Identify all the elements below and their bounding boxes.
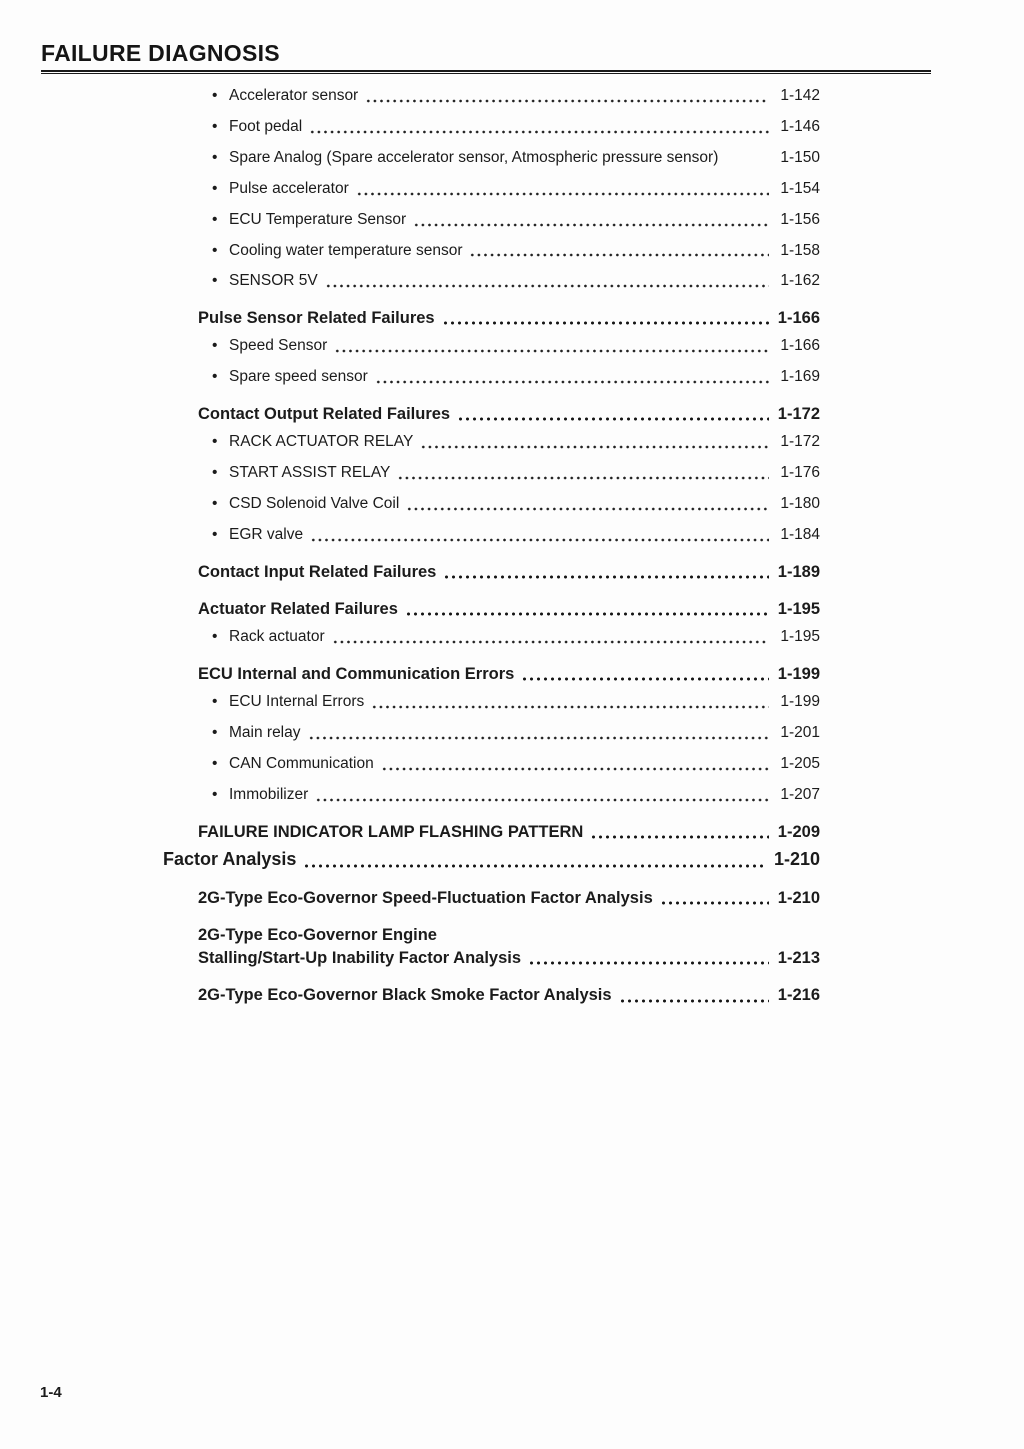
entry-label: EGR valve (229, 526, 304, 544)
toc-entry[interactable] (163, 337, 820, 356)
header-rule (41, 70, 931, 74)
page-ref: 1-199 (780, 693, 820, 711)
dotted-leader (521, 676, 769, 682)
dotted-leader (720, 162, 774, 168)
page-ref: 1-195 (777, 600, 820, 619)
entry-label: 2G-Type Eco-Governor Engine (198, 926, 437, 945)
entry-label: 2G-Type Eco-Governor Speed-Fluctuation Factor Analysis (198, 889, 653, 908)
entry-label: Contact Output Related Failures (198, 405, 451, 424)
toc-entry[interactable] (163, 118, 820, 137)
toc-entry[interactable] (163, 755, 820, 774)
bullet-icon: • (212, 87, 218, 104)
entry-label: Pulse Sensor Related Failures (198, 309, 435, 328)
entry-label: Main relay (229, 724, 301, 742)
entry-label: RACK ACTUATOR RELAY (229, 433, 414, 451)
toc-entry[interactable] (163, 149, 820, 168)
dotted-leader (528, 960, 769, 966)
dotted-leader (308, 735, 770, 741)
toc-entry[interactable] (163, 925, 820, 968)
bullet-icon: • (212, 433, 218, 451)
toc-entry[interactable] (163, 822, 820, 842)
page-ref: 1-166 (777, 309, 820, 328)
bullet-icon: • (212, 693, 218, 711)
dotted-leader (365, 98, 769, 104)
toc-entry[interactable] (163, 242, 820, 261)
toc-entry[interactable] (163, 368, 820, 387)
toc-entry[interactable] (163, 599, 820, 619)
dotted-leader (413, 222, 769, 228)
entry-label: Pulse accelerator (229, 179, 349, 197)
page-title: FAILURE DIAGNOSIS (41, 40, 280, 66)
dotted-leader (310, 537, 769, 543)
bullet-icon: • (212, 241, 218, 259)
entry-label: CAN Communication (229, 755, 374, 773)
dotted-leader (619, 998, 769, 1004)
entry-label: ECU Temperature Sensor (229, 210, 407, 228)
page-ref: 1-189 (777, 563, 820, 582)
dotted-leader (356, 191, 769, 197)
toc-entry[interactable] (163, 308, 820, 328)
table-of-contents (163, 87, 820, 1006)
page-ref: 1-176 (780, 464, 820, 482)
entry-label: Stalling/Start-Up Inability Factor Analysis (198, 949, 522, 968)
dotted-leader (397, 475, 769, 481)
toc-entry[interactable] (163, 464, 820, 483)
page-ref: 1-150 (780, 148, 820, 166)
entry-label: SENSOR 5V (229, 272, 318, 290)
toc-entry[interactable] (163, 985, 820, 1005)
dotted-leader (315, 797, 769, 803)
dotted-leader (381, 766, 769, 772)
toc-entry[interactable] (163, 693, 820, 712)
bullet-icon: • (212, 464, 218, 482)
toc-entry[interactable] (163, 495, 820, 514)
bullet-icon: • (212, 724, 218, 742)
bullet-icon: • (212, 755, 218, 773)
page-ref: 1-169 (780, 368, 820, 386)
entry-label: Spare speed sensor (229, 368, 368, 386)
dotted-leader (303, 863, 767, 869)
entry-label: ECU Internal Errors (229, 693, 365, 711)
entry-label: Accelerator sensor (229, 87, 359, 104)
entry-label: ECU Internal and Communication Errors (198, 665, 515, 684)
page-ref: 1-216 (777, 986, 820, 1005)
page-ref: 1-162 (780, 272, 820, 290)
dotted-leader (405, 611, 769, 617)
bullet-icon: • (212, 526, 218, 544)
toc-entry[interactable] (163, 180, 820, 199)
page-ref: 1-207 (780, 786, 820, 804)
dotted-leader (469, 252, 769, 258)
entry-label: Rack actuator (229, 628, 325, 646)
page-ref: 1-210 (773, 849, 820, 870)
page-ref: 1-195 (780, 628, 820, 646)
entry-label: Foot pedal (229, 117, 303, 135)
toc-entry[interactable] (163, 664, 820, 684)
toc-entry[interactable] (163, 786, 820, 805)
page-ref: 1-184 (780, 526, 820, 544)
page-ref: 1-154 (780, 179, 820, 197)
page-ref: 1-172 (777, 405, 820, 424)
toc-entry[interactable] (163, 404, 820, 424)
entry-label: Contact Input Related Failures (198, 563, 437, 582)
dotted-leader (371, 704, 769, 710)
entry-label: CSD Solenoid Valve Coil (229, 495, 400, 513)
entry-label: START ASSIST RELAY (229, 464, 391, 482)
toc-entry[interactable] (163, 562, 820, 582)
bullet-icon: • (212, 628, 218, 646)
page-ref: 1-172 (780, 433, 820, 451)
entry-label: Actuator Related Failures (198, 600, 398, 619)
dotted-leader (325, 283, 769, 289)
page-ref: 1-166 (780, 337, 820, 355)
entry-label: Factor Analysis (163, 849, 297, 870)
entry-label: Immobilizer (229, 786, 309, 804)
dotted-leader (375, 379, 769, 385)
dotted-leader (309, 129, 769, 135)
entry-label: FAILURE INDICATOR LAMP FLASHING PATTERN (198, 822, 584, 841)
toc-entry[interactable] (163, 272, 820, 291)
toc-entry[interactable] (163, 211, 820, 230)
page-ref: 1-142 (780, 87, 820, 104)
bullet-icon: • (212, 368, 218, 386)
entry-label: 2G-Type Eco-Governor Black Smoke Factor Analysis (198, 986, 612, 1005)
page-ref: 1-180 (780, 495, 820, 513)
page-ref: 1-201 (780, 724, 820, 742)
dotted-leader (660, 900, 769, 906)
dotted-leader (457, 416, 769, 422)
toc-entry[interactable] (163, 628, 820, 647)
dotted-leader (443, 574, 769, 580)
toc-entry[interactable] (163, 433, 820, 452)
dotted-leader (420, 444, 769, 450)
bullet-icon: • (212, 210, 218, 228)
bullet-icon: • (212, 337, 218, 355)
dotted-leader (334, 348, 769, 354)
entry-label: Speed Sensor (229, 337, 328, 355)
bullet-icon: • (212, 272, 218, 290)
page-number: 1-4 (40, 1384, 62, 1401)
toc-entry[interactable] (163, 526, 820, 545)
dotted-leader (406, 506, 769, 512)
entry-label: Spare Analog (Spare accelerator sensor, Atmospheric pressure sensor) (229, 148, 719, 166)
bullet-icon: • (212, 179, 218, 197)
page-ref: 1-146 (780, 117, 820, 135)
page-ref: 1-199 (777, 665, 820, 684)
page-ref: 1-156 (780, 210, 820, 228)
dotted-leader (332, 639, 769, 645)
page-ref: 1-210 (777, 889, 820, 908)
toc-entry[interactable] (163, 888, 820, 908)
dotted-leader (590, 834, 769, 840)
toc-entry[interactable] (163, 849, 820, 871)
dotted-leader (442, 320, 769, 326)
page-ref: 1-158 (780, 241, 820, 259)
page-ref: 1-213 (777, 949, 820, 968)
bullet-icon: • (212, 786, 218, 804)
toc-entry[interactable] (163, 724, 820, 743)
toc-entry[interactable] (163, 87, 820, 106)
entry-label: Cooling water temperature sensor (229, 241, 463, 259)
page-ref: 1-205 (780, 755, 820, 773)
bullet-icon: • (212, 117, 218, 135)
page-ref: 1-209 (777, 822, 820, 841)
bullet-icon: • (212, 148, 218, 166)
bullet-icon: • (212, 495, 218, 513)
